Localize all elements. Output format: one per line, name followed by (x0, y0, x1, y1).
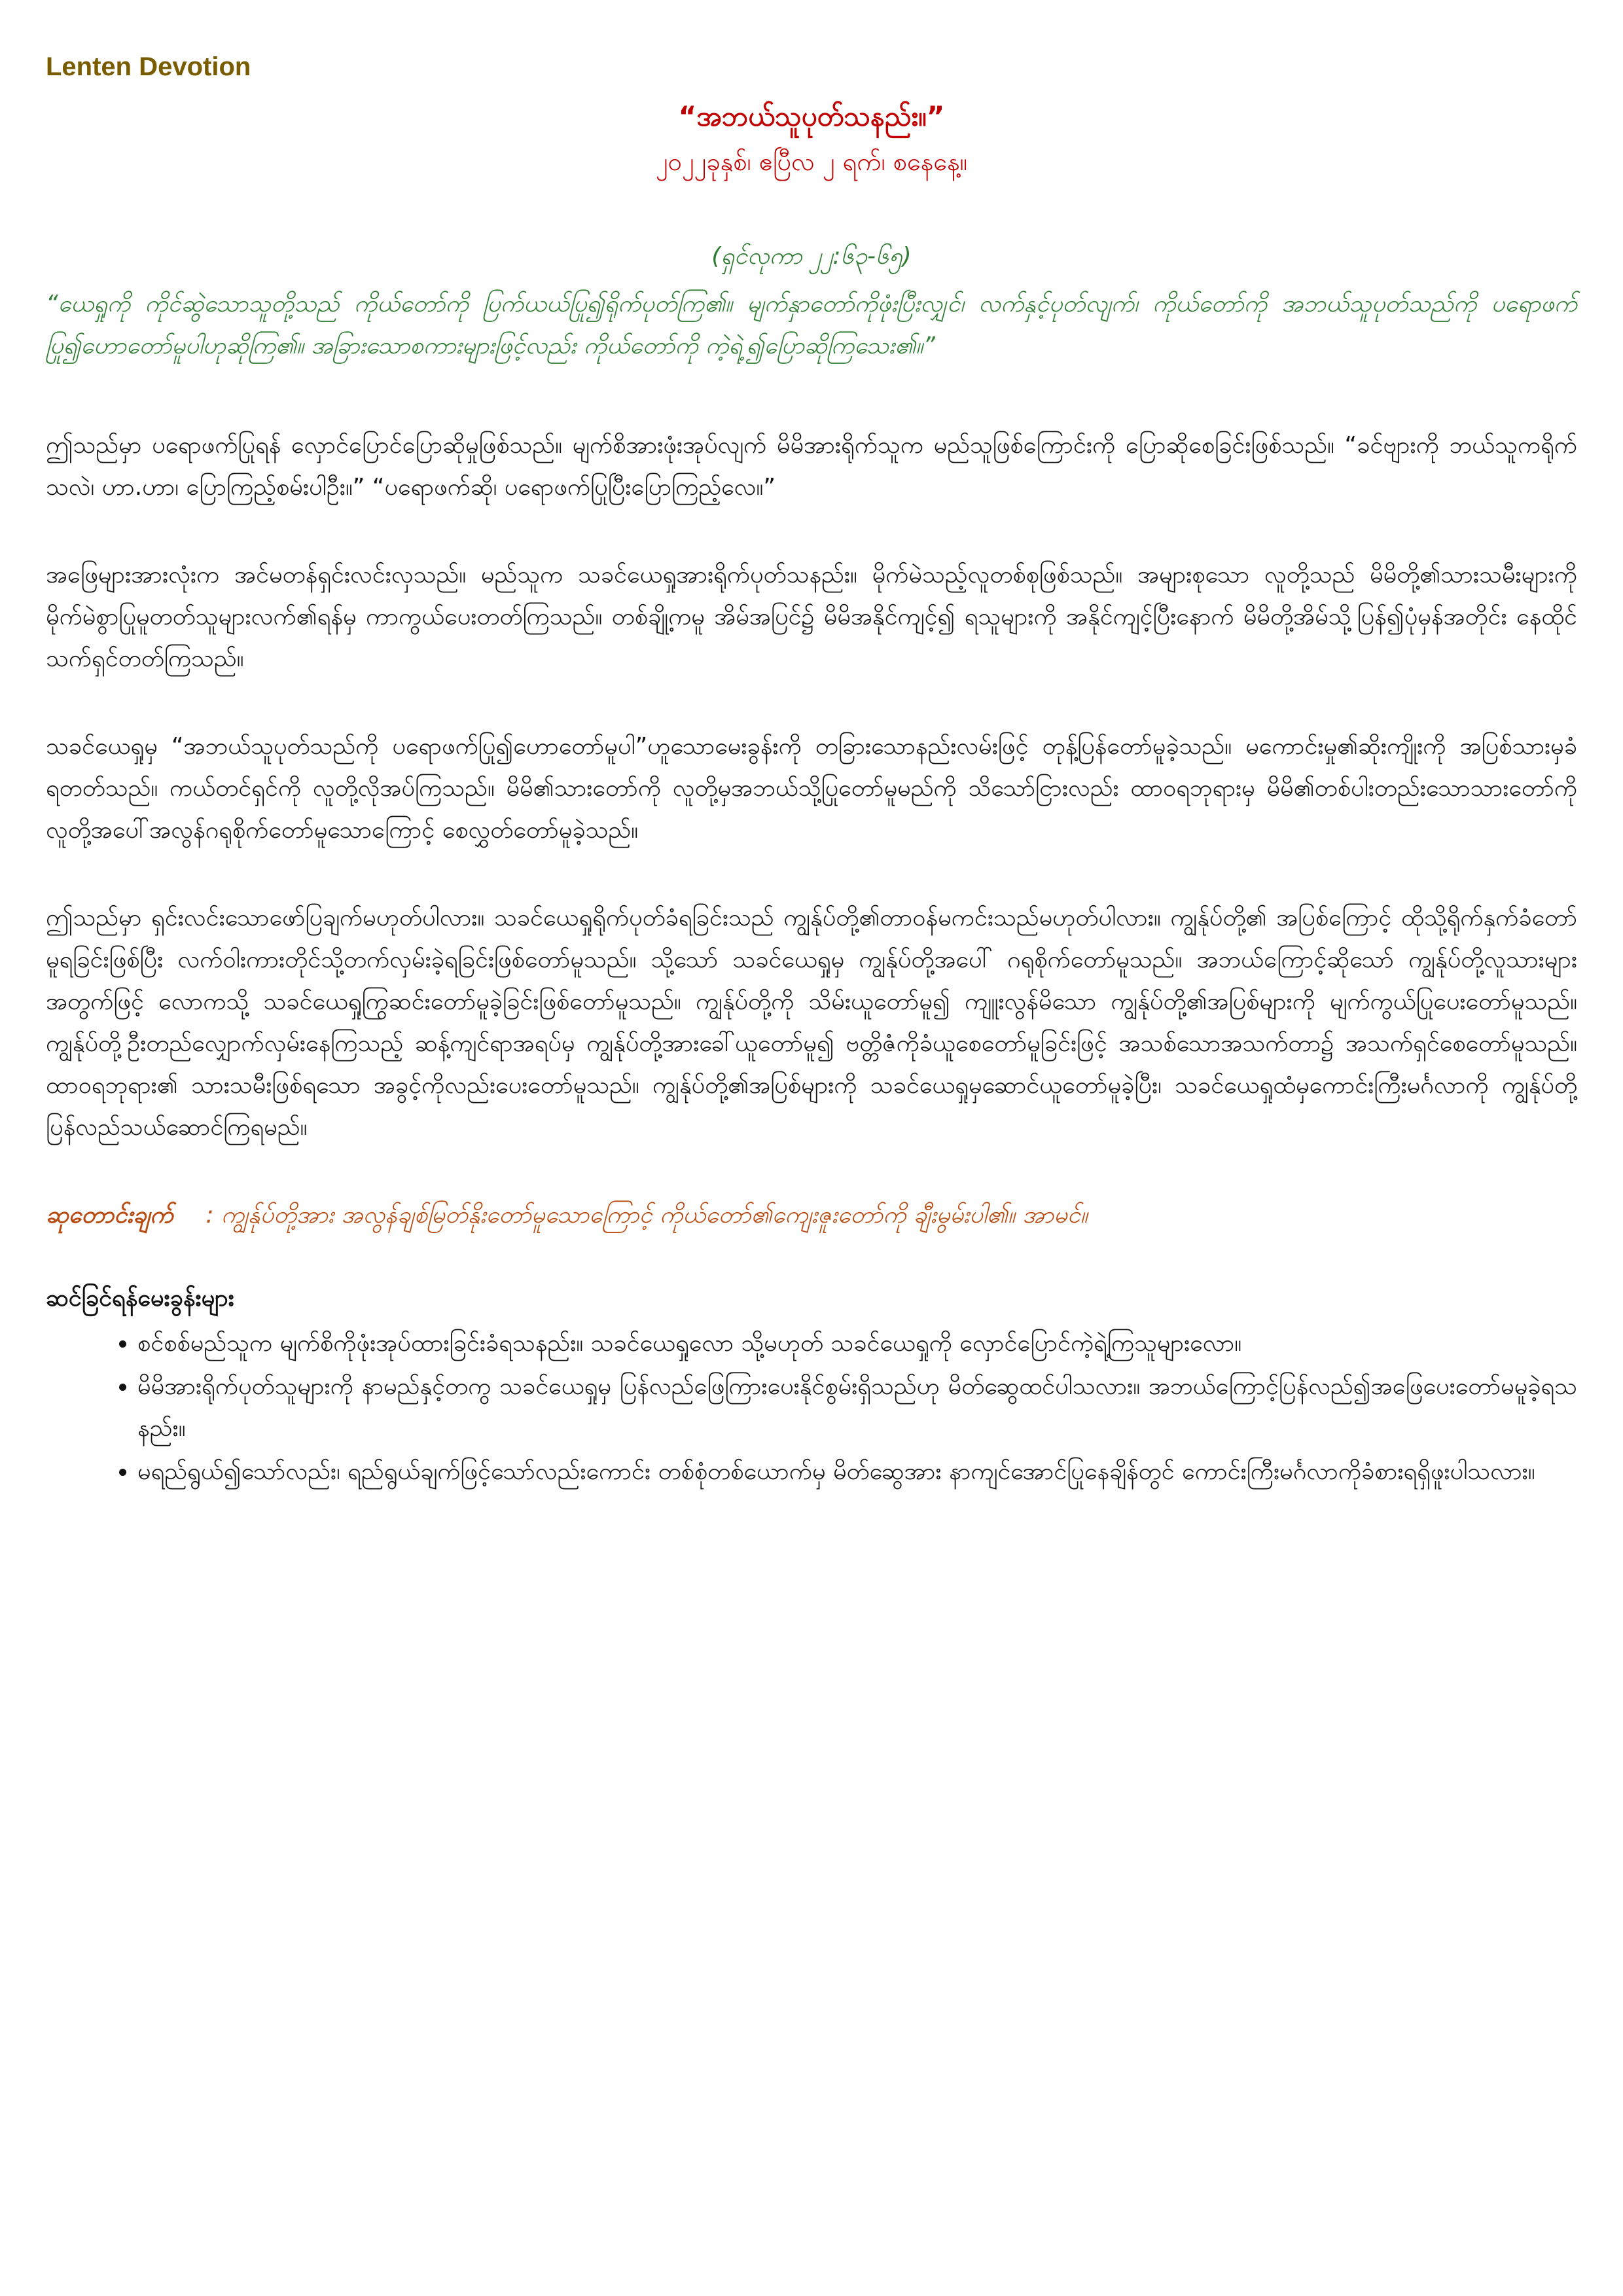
header-label: Lenten Devotion (46, 52, 251, 81)
prayer-section (46, 1194, 1577, 1236)
prayer-label: ဆုတောင်းချက် (46, 1202, 173, 1229)
prayer-text: : ကျွန်ုပ်တို့အား အလွန်ချစ်မြတ်နိုးတော်မူသောကြောင့် ကိုယ်တော်၏ကျေးဇူးတော်ကို ချီးမွမ်းပါ၏။ အာမင်။ (205, 1202, 1088, 1229)
questions-list (46, 1323, 1577, 1493)
questions-heading: ဆင်ခြင်ရန်မေးခွန်းများ (46, 1285, 234, 1312)
devotion-date: ၂၀၂၂ခုနှစ်၊ ဧပြီလ ၂ ရက်၊ စနေနေ့။ (655, 147, 968, 176)
devotion-title: “အဘယ်သူပုတ်သနည်း။” (678, 100, 945, 132)
body-paragraph: ဤသည်မှာ ပရောဖက်ပြုရန် လှောင်ပြောင်ပြောဆိုမှုဖြစ်သည်။ မျက်စိအားဖုံးအုပ်လျက် မိမိအားရိုက်သူက မည်သူဖြစ်ကြောင်းကို ပြောဆိုစေခြင်းဖြစ်သည်။ “ခင်ဗျားကို ဘယ်သူကရိုက်သလဲ၊ ဟာ.ဟာ၊ ပြောကြည့်စမ်းပါဦး။” “ပရောဖက်ဆို၊ ပရောဖက်ပြုပြီးပြောကြည့်လေ။” (46, 432, 1577, 501)
body-paragraph: ဤသည်မှာ ရှင်းလင်းသောဖော်ပြချက်မဟုတ်ပါလား။ သခင်ယေရှုရိုက်ပုတ်ခံရခြင်းသည် ကျွန်ုပ်တို့၏တာဝန်မကင်းသည်မဟုတ်ပါလား။ ကျွန်ုပ်တို့၏ အပြစ်ကြောင့် ထိုသို့ရိုက်နှက်ခံတော်မူရခြင်းဖြစ်ပြီး လက်ဝါးကားတိုင်သို့တက်လှမ်းခဲ့ရခြင်းဖြစ်တော်မူသည်။ သို့သော် သခင်ယေရှုမှ ကျွန်ုပ်တို့အပေါ် ဂရုစိုက်တော်မူသည်။ အဘယ်ကြောင့်ဆိုသော် ကျွန်ုပ်တို့လူသားများအတွက်ဖြင့် လောကသို့ သခင်ယေရှုကြွဆင်းတော်မူခဲ့ခြင်းဖြစ်တော်မူသည်။ ကျွန်ုပ်တို့ကို သိမ်းယူတော်မူ၍ ကျူးလွန်မိသော ကျွန်ုပ်တို့၏အပြစ်များကို မျက်ကွယ်ပြုပေးတော်မူသည်။ ကျွန်ုပ်တို့ဦးတည်လျှောက်လှမ်းနေကြသည့် ဆန့်ကျင်ရာအရပ်မှ ကျွန်ုပ်တို့အားခေါ်ယူတော်မူ၍ ဗတ္တိဇံကိုခံယူစေတော်မူခြင်းဖြင့် အသစ်သောအသက်တာ၌ အသက်ရှင်စေတော်မူသည်။ ထာဝရဘုရား၏ သားသမီးဖြစ်ရသော အခွင့်ကိုလည်းပေးတော်မူသည်။ ကျွန်ုပ်တို့၏အပြစ်များကို သခင်ယေရှုမှဆောင်ယူတော်မူခဲ့ပြီး၊ သခင်ယေရှုထံမှကောင်းကြီးမင်္ဂလာကို ကျွန်ုပ်တို့ပြန်လည်သယ်ဆောင်ကြရမည်။ (46, 905, 1577, 1141)
question-item: • မရည်ရွယ်၍သော်လည်း၊ ရည်ရွယ်ချက်ဖြင့်သော်လည်းကောင်း တစ်စုံတစ်ယောက်မှ မိတ်ဆွေအား နာကျင်အောင်ပြုနေချိန်တွင် ကောင်းကြီးမင်္ဂလာကိုခံစားရရှိဖူးပါသလား။ (137, 1451, 1577, 1493)
question-item: • မိမိအားရိုက်ပုတ်သူများကို နာမည်နှင့်တကွ သခင်ယေရှုမှ ပြန်လည်ဖြေကြားပေးနိုင်စွမ်းရှိသည်ဟု မိတ်ဆွေထင်ပါသလား။ အဘယ်ကြောင့်ပြန်လည်၍အဖြေပေးတော်မမူခဲ့ရသနည်း။ (137, 1366, 1577, 1450)
scripture-quote: “ယေရှုကို ကိုင်ဆွဲသောသူတို့သည် ကိုယ်တော်ကို ပြက်ယယ်ပြု၍ရိုက်ပုတ်ကြ၏။ မျက်နှာတော်ကိုဖုံးပြီးလျှင်၊ လက်နှင့်ပုတ်လျက်၊ ကိုယ်တော်ကို အဘယ်သူပုတ်သည်ကို ပရောဖက်ပြု၍ဟောတော်မူပါဟုဆိုကြ၏။ အခြားသောစကားများဖြင့်လည်း ကိုယ်တော်ကို ကဲ့ရဲ့၍ပြောဆိုကြသေး၏။” (46, 291, 1577, 359)
question-item: • စင်စစ်မည်သူက မျက်စိကိုဖုံးအုပ်ထားခြင်းခံရသနည်း။ သခင်ယေရှုလော သို့မဟုတ် သခင်ယေရှုကို လှောင်ပြောင်ကဲ့ရဲ့ကြသူများလော။ (137, 1323, 1577, 1365)
scripture-reference: (ရှင်လုကာ ၂၂:၆၃-၆၅) (711, 243, 912, 270)
body-paragraph: သခင်ယေရှုမှ “အဘယ်သူပုတ်သည်ကို ပရောဖက်ပြု၍ဟောတော်မူပါ”ဟူသောမေးခွန်းကို တခြားသောနည်းလမ်းဖြင့် တုန့်ပြန်တော်မူခဲ့သည်။ မကောင်းမှု၏ဆိုးကျိုးကို အပြစ်သားမှခံရတတ်သည်။ ကယ်တင်ရှင်ကို လူတို့လိုအပ်ကြသည်။ မိမိ၏သားတော်ကို လူတို့မှအဘယ်သို့ပြုတော်မူမည်ကို သိသော်ငြားလည်း ထာဝရဘုရားမှ မိမိ၏တစ်ပါးတည်းသောသားတော်ကို လူတို့အပေါ်အလွန်ဂရုစိုက်တော်မူသောကြောင့် စေလွှတ်တော်မူခဲ့သည်။ (46, 733, 1577, 844)
body-paragraph: အဖြေများအားလုံးက အင်မတန်ရှင်းလင်းလှသည်။ မည်သူက သခင်ယေရှုအားရိုက်ပုတ်သနည်း။ မိုက်မဲသည့်လူတစ်စုဖြစ်သည်။ အများစုသော လူတို့သည် မိမိတို့၏သားသမီးများကို မိုက်မဲစွာပြုမူတတ်သူများလက်၏ရန်မှ ကာကွယ်ပေးတတ်ကြသည်။ တစ်ချို့ကမူ အိမ်အပြင်၌ မိမိအနိုင်ကျင့်၍ ရသူများကို အနိုင်ကျင့်ပြီးနောက် မိမိတို့အိမ်သို့ပြန်၍ပုံမှန်အတိုင်း နေထိုင်သက်ရှင်တတ်ကြသည်။ (46, 562, 1577, 672)
